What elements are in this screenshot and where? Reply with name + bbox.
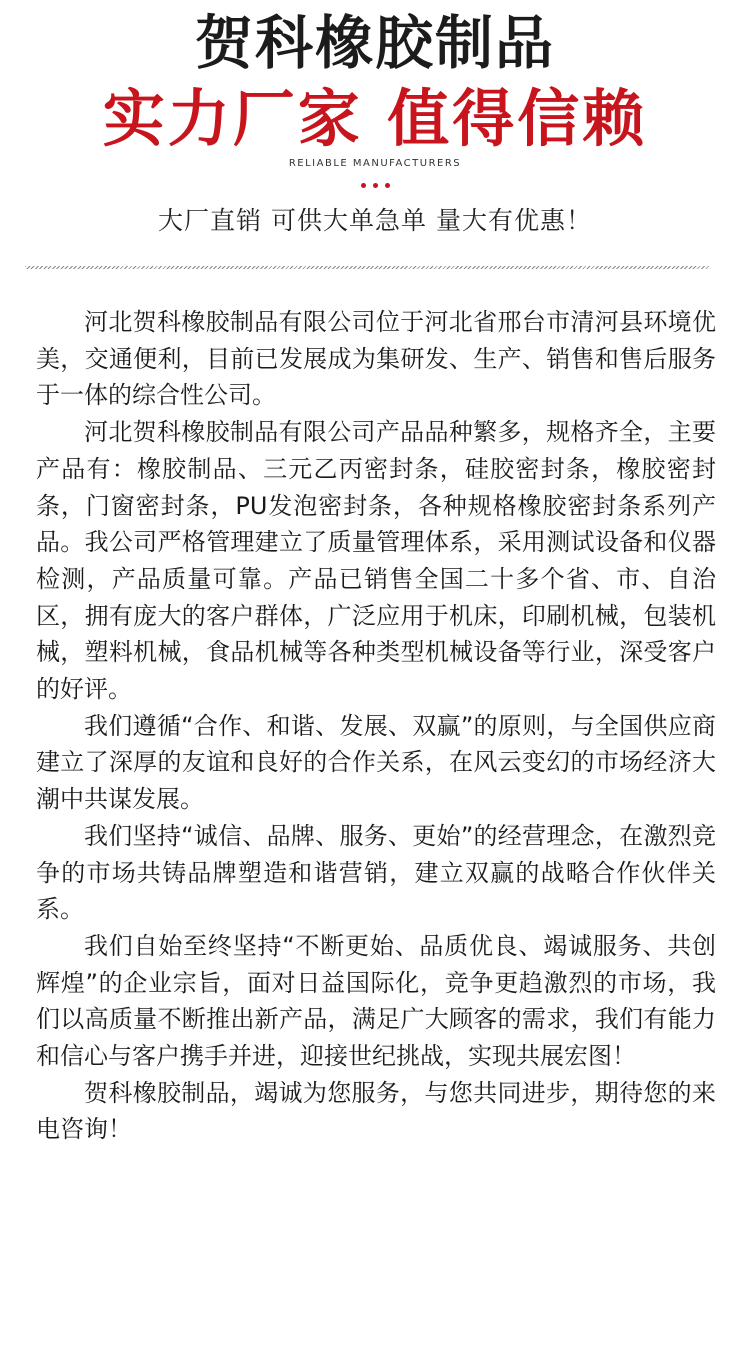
- intro-paragraph-4: 我们坚持“诚信、品牌、服务、更始”的经营理念，在激烈竞争的市场共铸品牌塑造和谐营销，建立双赢的战略合作伙伴关系。: [36, 821, 716, 924]
- company-title: 贺科橡胶制品: [194, 9, 555, 77]
- dot-icon: [385, 183, 390, 188]
- decorative-dots: [0, 183, 750, 188]
- dot-icon: [361, 183, 366, 188]
- intro-paragraph-3: 我们遵循“合作、和谐、发展、双赢”的原则，与全国供应商建立了深厚的友谊和良好的合作关系，在风云变幻的市场经济大潮中共谋发展。: [36, 711, 716, 814]
- company-intro: [36, 304, 716, 1148]
- divider: [25, 266, 710, 269]
- intro-paragraph-6: 贺科橡胶制品，竭诚为您服务，与您共同进步，期待您的来电咨询！: [36, 1078, 716, 1144]
- tagline: 大厂直销 可供大单急单 量大有优惠！: [158, 206, 592, 235]
- intro-paragraph-1: 河北贺科橡胶制品有限公司位于河北省邢台市清河县环境优美，交通便利，目前已发展成为集研发、生产、销售和售后服务于一体的综合性公司。: [36, 308, 716, 410]
- english-subtitle: RELIABLE MANUFACTURERS: [288, 158, 462, 169]
- intro-paragraph-5: 我们自始至终坚持“不断更始、品质优良、竭诚服务、共创辉煌”的企业宗旨，面对日益国际化，竞争更趋激烈的市场，我们以高质量不断推出新产品，满足广大顾客的需求，我们有能力和信心与客户携手并进，迎接世纪挑战，实现共展宏图！: [36, 931, 716, 1071]
- dot-icon: [373, 183, 378, 188]
- slogan-heading: 实力厂家 值得信赖: [102, 82, 648, 155]
- intro-paragraph-2: 河北贺科橡胶制品有限公司产品品种繁多，规格齐全，主要产品有：橡胶制品、三元乙丙密封条，硅胶密封条，橡胶密封条，门窗密封条，PU发泡密封条，各种规格橡胶密封条系列产品。我公司严格管理建立了质量管理体系，采用测试设备和仪器检测，产品质量可靠。产品已销售全国二十多个省、市、自治区，拥有庞大的客户群体，广泛应用于机床，印刷机械，包装机械，塑料机械，食品机械等各种类型机械设备等行业，深受客户的好评。: [36, 418, 716, 704]
